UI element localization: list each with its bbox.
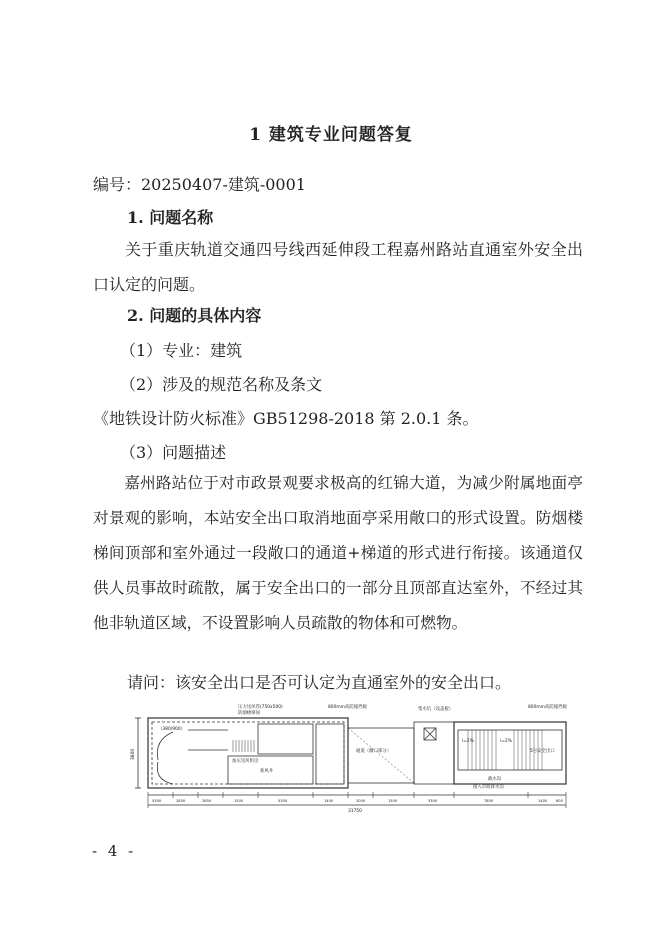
dim-8: 1500 [388, 799, 398, 803]
floor-plan-drawing [128, 700, 574, 815]
label-shaft: 新风井 [260, 769, 274, 774]
item-spec-text: 《地铁设计防火标准》GB51298-2018 第 2.0.1 条。 [93, 409, 479, 428]
description-text: 嘉州路站位于对市政景观要求极高的红锦大道，为减少附属地面亭对景观的影响，本站安全出口取消地面亭采用敞口的形式设置。防烟楼梯间顶部和室外通过一段敞口的通道+梯道的形式进行衔接。该通道仅供人员事故时疏散，属于安全出口的一部分且顶部直达室外，不经过其他非轨道区域，不设置影响人员疏散的物体和可燃物。 [93, 474, 583, 632]
dim-6: 1400 [324, 799, 334, 803]
q2-heading: 2. 问题的具体内容 [127, 306, 262, 325]
dim-5: 5300 [278, 799, 288, 803]
dim-12: 800 [556, 799, 563, 803]
label-water-pit: 集水坑（设盖板） [418, 707, 454, 712]
serial-number: 编号：20250407-建筑-0001 [93, 175, 306, 194]
label-barrier-mid: 800mm高防撞挡板 [328, 705, 367, 710]
question-text: 请问：该安全出口是否可认定为直通室外的安全出口。 [127, 673, 512, 692]
label-pressure-room: 加压送风机房 [232, 759, 259, 764]
floor-plan-svg [128, 700, 574, 815]
page-number: - 4 - [92, 842, 137, 860]
dim-9: 3300 [428, 799, 438, 803]
item-description-title: （3）问题描述 [120, 443, 227, 462]
label-barrier-right: 800mm高防撞挡板 [528, 705, 567, 710]
label-sump-drain: 接入市政排水沟 [473, 785, 504, 790]
label-total-dim: 31750 [348, 809, 362, 814]
dim-2: 2850 [176, 799, 186, 803]
label-rain-gutter: 截水沟 [488, 777, 502, 782]
label-smoke-stair: 防烟楼梯间 [238, 711, 260, 716]
dim-7: 2000 [356, 799, 366, 803]
item-professional: （1）专业：建筑 [120, 341, 243, 360]
label-area: （380/900） [158, 727, 186, 732]
label-exit: 5号安全出口 [530, 749, 555, 754]
dim-1: 5300 [152, 799, 162, 803]
dim-3: 2850 [202, 799, 212, 803]
label-corridor: 通道（敞口部分） [356, 749, 392, 754]
dim-4: 1500 [234, 799, 244, 803]
label-slope-left: i=2% [462, 739, 474, 744]
label-slope-right: i=2% [500, 739, 512, 744]
dim-11: 1400 [538, 799, 548, 803]
section-title: 1 建筑专业问题答复 [249, 125, 413, 145]
label-height-dim: 3800 [131, 748, 136, 760]
q1-text: 关于重庆轨道交通四号线西延伸段工程嘉州路站直通室外安全出口认定的问题。 [93, 240, 583, 294]
item-spec-title: （2）涉及的规范名称及条文 [120, 375, 323, 394]
q1-heading: 1. 问题名称 [127, 208, 214, 227]
dim-10: 7850 [484, 799, 494, 803]
label-pressure-duct: 压力送风管(750x500) [238, 705, 283, 710]
